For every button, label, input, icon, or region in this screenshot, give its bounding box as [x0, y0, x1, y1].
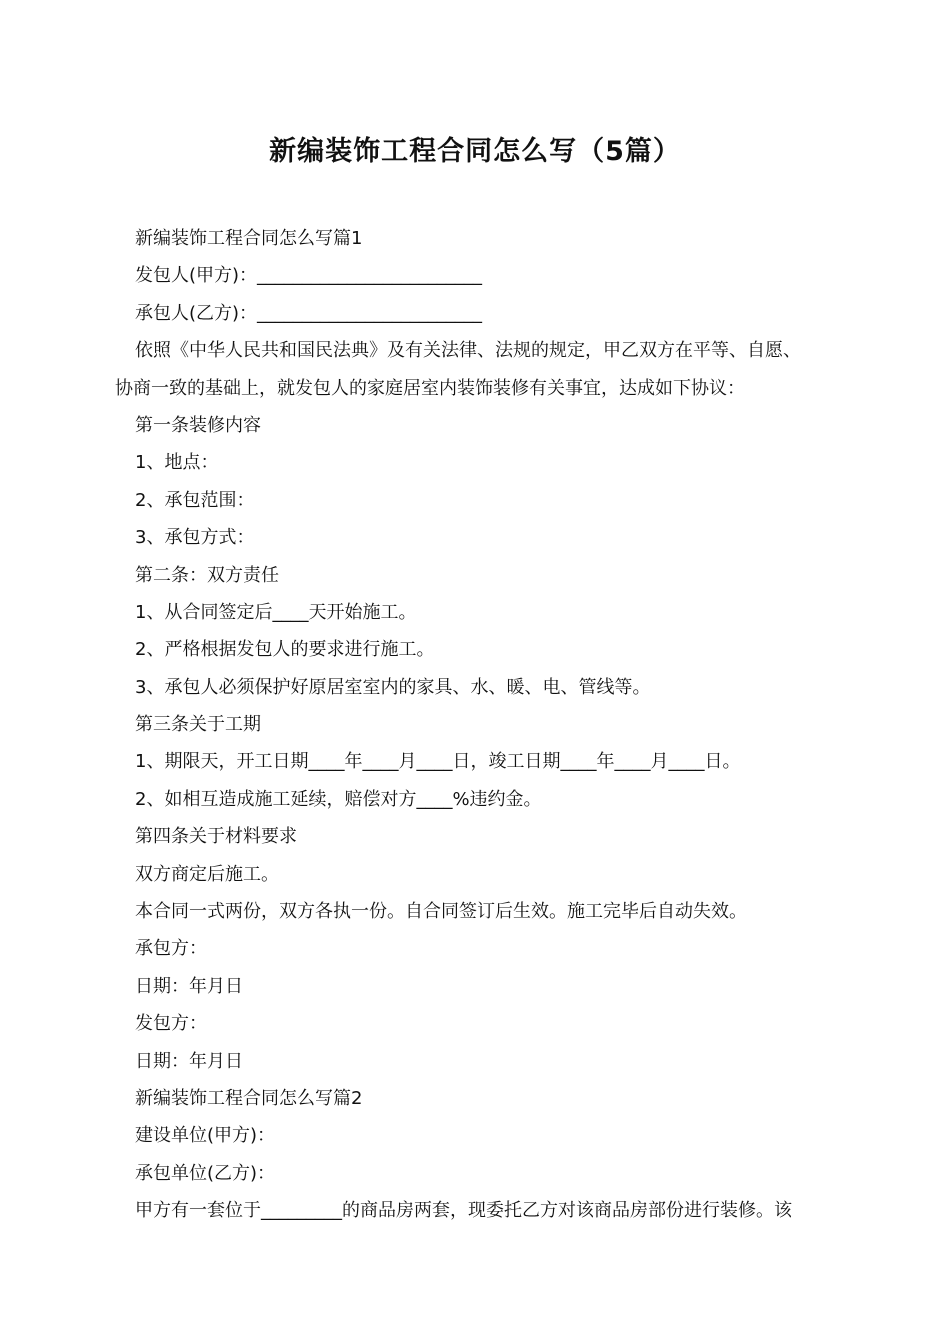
clause-item: 2、严格根据发包人的要求进行施工。 — [135, 639, 435, 661]
signature-label: 发包方： — [135, 1013, 207, 1035]
clause-item: 1、从合同签定后____天开始施工。 — [135, 601, 417, 623]
clause-item: 1、地点： — [135, 452, 219, 474]
clause-heading: 第一条装修内容 — [135, 414, 261, 436]
section-heading: 新编装饰工程合同怎么写篇2 — [135, 1087, 363, 1109]
clause-item: 3、承包人必须保护好原居室室内的家具、水、暖、电、管线等。 — [135, 676, 651, 698]
date-label: 日期：年月日 — [135, 975, 243, 997]
paragraph-line: 双方商定后施工。 — [135, 863, 279, 885]
clause-heading: 第四条关于材料要求 — [135, 826, 297, 848]
signature-label: 承包方： — [135, 938, 207, 960]
clause-item: 3、承包方式： — [135, 527, 255, 549]
clause-item: 2、如相互造成施工延续，赔偿对方____%违约金。 — [135, 788, 542, 810]
paragraph-line: 本合同一式两份，双方各执一份。自合同签订后生效。施工完毕后自动失效。 — [135, 901, 747, 923]
clause-heading: 第三条关于工期 — [135, 714, 261, 736]
clause-item: 1、期限天，开工日期____年____月____日，竣工日期____年____月____日。 — [135, 751, 741, 773]
document-body — [115, 220, 855, 1230]
party-b-line: 承包人(乙方)：_________________________ — [135, 302, 483, 324]
party-b-line: 承包单位(乙方)： — [135, 1162, 276, 1184]
paragraph-line: 甲方有一套位于_________的商品房两套，现委托乙方对该商品房部份进行装修。该 — [135, 1200, 792, 1222]
section-heading: 新编装饰工程合同怎么写篇1 — [135, 228, 363, 249]
clause-item: 2、承包范围： — [135, 489, 255, 511]
clause-heading: 第二条：双方责任 — [135, 564, 279, 586]
date-label: 日期：年月日 — [135, 1050, 243, 1072]
party-a-line: 发包人(甲方)：_________________________ — [135, 265, 483, 287]
party-a-line: 建设单位(甲方)： — [135, 1125, 276, 1147]
paragraph-line: 协商一致的基础上，就发包人的家庭居室内装饰装修有关事宜，达成如下协议： — [115, 377, 745, 399]
document-title: 新编装饰工程合同怎么写（5篇） — [269, 136, 681, 167]
paragraph-line: 依照《中华人民共和国民法典》及有关法律、法规的规定，甲乙双方在平等、自愿、 — [135, 340, 801, 362]
